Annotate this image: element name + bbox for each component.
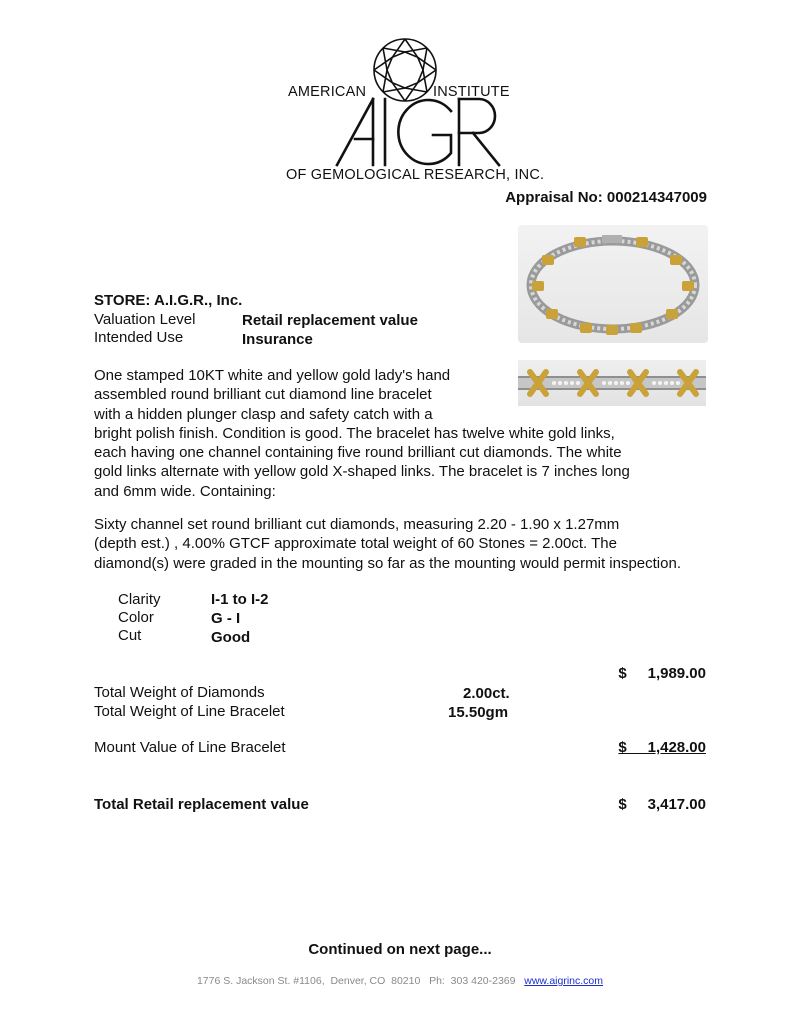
color-label: Color — [118, 609, 154, 626]
mount-value-amount: $ 1,428.00 — [618, 739, 706, 756]
clarity-label: Clarity — [118, 591, 161, 608]
description-line: bright polish finish. Condition is good. The bracelet has twelve white gold links, — [94, 424, 615, 442]
mount-value-label: Mount Value of Line Bracelet — [94, 739, 286, 756]
description-line: gold links alternate with yellow gold X-shaped links. The bracelet is 7 inches long — [94, 463, 630, 481]
total-weight-bracelet-label: Total Weight of Line Bracelet — [94, 703, 285, 720]
diamond-value-amount: $ 1,989.00 — [618, 665, 706, 682]
intended-use-value: Insurance — [242, 331, 313, 348]
valuation-level-value: Retail replacement value — [242, 312, 418, 329]
footer-address: 1776 S. Jackson St. #1106, Denver, CO 80210 Ph: 303 420-2369 — [196, 975, 525, 987]
cut-label: Cut — [118, 627, 142, 644]
total-weight-diamonds-label: Total Weight of Diamonds — [94, 684, 265, 701]
description-line: each having one channel containing five round brilliant cut diamonds. The white — [94, 444, 622, 462]
logo-word-institute: INSTITUTE — [433, 84, 510, 100]
intended-use-label: Intended Use — [94, 329, 184, 346]
color-value: G - I — [211, 610, 241, 627]
total-weight-bracelet-value: 15.50gm — [448, 704, 509, 721]
aigr-monogram — [333, 95, 503, 167]
diamond-details-line: Sixty channel set round brilliant cut diamonds, measuring 2.20 - 1.90 x 1.27mm — [94, 516, 620, 533]
store-name: STORE: A.I.G.R., Inc. — [94, 292, 243, 309]
clarity-value: I-1 to I-2 — [211, 591, 269, 608]
diamond-details-line: (depth est.) , 4.00% GTCF approximate total weight of 60 Stones = 2.00ct. The — [94, 535, 617, 553]
footer — [0, 975, 800, 987]
continued-notice: Continued on next page... — [308, 941, 492, 958]
appraisal-number: Appraisal No: 000214347009 — [505, 189, 707, 206]
total-value-amount: $ 3,417.00 — [618, 796, 706, 813]
logo-word-american: AMERICAN — [288, 84, 367, 100]
valuation-level-label: Valuation Level — [94, 311, 196, 328]
diamond-details-line: diamond(s) were graded in the mounting so far as the mounting would permit inspection. — [94, 554, 681, 572]
logo-subtitle: OF GEMOLOGICAL RESEARCH, INC. — [286, 167, 545, 183]
description-line: One stamped 10KT white and yellow gold lady's hand — [94, 367, 451, 384]
bracelet-full-view-photo — [518, 225, 708, 343]
description-line: and 6mm wide. Containing: — [94, 482, 276, 500]
description-paragraph — [94, 366, 630, 501]
description-line: with a hidden plunger clasp and safety catch with a — [94, 405, 433, 423]
total-value-label: Total Retail replacement value — [94, 796, 309, 813]
aigr-logo — [285, 35, 545, 185]
description-line: assembled round brilliant cut diamond line bracelet — [94, 386, 432, 404]
cut-value: Good — [211, 629, 251, 646]
website-link[interactable]: www.aigrinc.com — [524, 975, 604, 987]
total-weight-diamonds-value: 2.00ct. — [463, 685, 510, 702]
diamond-details-paragraph — [94, 515, 681, 573]
